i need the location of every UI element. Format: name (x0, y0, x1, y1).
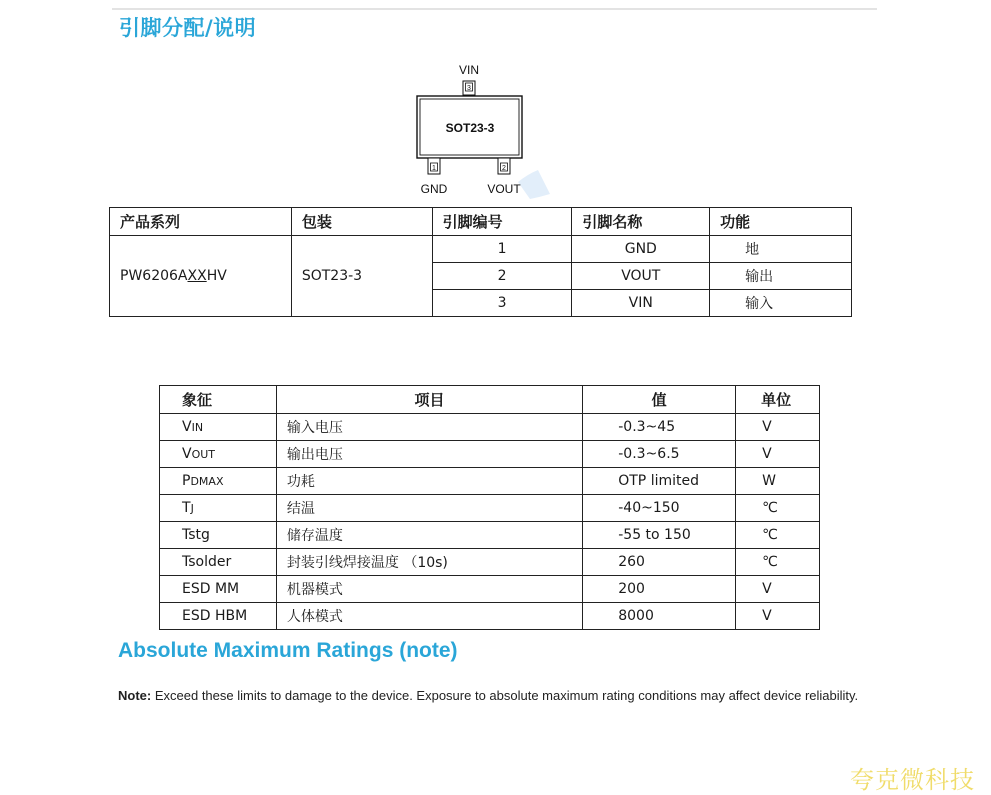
product-prefix: PW6206A (120, 268, 188, 284)
symbol-main: Tsolder (182, 554, 232, 570)
unit-cell: V (736, 603, 820, 630)
symbol-sub: J (190, 502, 194, 515)
symbol-main: V (182, 446, 192, 462)
value-cell: -0.3~45 (583, 414, 736, 441)
value-cell: -0.3~6.5 (583, 441, 736, 468)
unit-cell: ℃ (736, 522, 820, 549)
note-text: Exceed these limits to damage to the device. Exposure to absolute maximum rating conditions may affect device reliability. (154, 688, 859, 703)
table-row (160, 495, 820, 522)
pin-function-cell: 输出 (710, 263, 852, 290)
table-row (160, 468, 820, 495)
unit-cell: ℃ (736, 549, 820, 576)
watermark-text: 夸克微科技 (850, 766, 975, 794)
table-row (160, 603, 820, 630)
header-unit: 单位 (736, 386, 820, 414)
table-row (160, 549, 820, 576)
pin-label-vin: VIN (458, 63, 480, 77)
pin-number-cell: 1 (432, 236, 572, 263)
pin-1-number: 1 (432, 165, 436, 172)
table-row (110, 236, 852, 263)
value-cell: OTP limited (583, 468, 736, 495)
pin-3-number: 3 (467, 85, 471, 92)
symbol-sub: IN (191, 421, 204, 434)
item-cell: 结温 (276, 495, 582, 522)
unit-cell: V (736, 414, 820, 441)
header-pin-name: 引脚名称 (572, 208, 710, 236)
table-header-row (160, 386, 820, 414)
symbol-main: T (182, 500, 191, 516)
value-cell: 200 (583, 576, 736, 603)
symbol-main: ESD MM (182, 581, 240, 597)
unit-cell: ℃ (736, 495, 820, 522)
package-name: SOT23-3 (445, 121, 495, 135)
item-cell: 输入电压 (276, 414, 582, 441)
header-value: 值 (583, 386, 736, 414)
symbol-cell (160, 576, 277, 603)
watermark-mark (518, 170, 550, 199)
table-row (160, 441, 820, 468)
value-cell: -40~150 (583, 495, 736, 522)
table-row (160, 522, 820, 549)
item-cell: 功耗 (276, 468, 582, 495)
product-suffix: HV (206, 268, 227, 284)
symbol-cell (160, 549, 277, 576)
note-paragraph (118, 682, 863, 709)
item-cell: 储存温度 (276, 522, 582, 549)
item-cell: 输出电压 (276, 441, 582, 468)
symbol-cell (160, 495, 277, 522)
item-cell: 封装引线焊接温度 （10s) (276, 549, 582, 576)
absolute-ratings-title: Absolute Maximum Ratings (note) (118, 639, 458, 662)
symbol-cell (160, 468, 277, 495)
product-series-cell (110, 236, 292, 317)
header-symbol: 象征 (160, 386, 277, 414)
sot23-package-diagram (400, 58, 580, 200)
package-cell: SOT23-3 (291, 236, 432, 317)
header-product-series: 产品系列 (110, 208, 292, 236)
pin-2-number: 2 (502, 165, 506, 172)
symbol-cell (160, 603, 277, 630)
pin-label-gnd: GND (420, 182, 448, 196)
item-cell: 机器模式 (276, 576, 582, 603)
table-row (160, 414, 820, 441)
pin-number-cell: 3 (432, 290, 572, 317)
symbol-sub: DMAX (190, 475, 224, 488)
symbol-cell (160, 441, 277, 468)
value-cell: -55 to 150 (583, 522, 736, 549)
symbol-main: P (182, 473, 191, 489)
pin-function-cell: 地 (710, 236, 852, 263)
product-variant: XX (187, 268, 207, 284)
value-cell: 260 (583, 549, 736, 576)
absolute-ratings-table (159, 385, 820, 630)
symbol-main: ESD HBM (182, 608, 248, 624)
note-label: Note: (118, 688, 152, 703)
pin-name-cell: GND (572, 236, 710, 263)
unit-cell: W (736, 468, 820, 495)
value-cell: 8000 (583, 603, 736, 630)
table-row (160, 576, 820, 603)
pin-number-cell: 2 (432, 263, 572, 290)
header-pin-number: 引脚编号 (432, 208, 572, 236)
symbol-cell (160, 522, 277, 549)
table-header-row (110, 208, 852, 236)
pin-assignment-table (109, 207, 852, 317)
unit-cell: V (736, 441, 820, 468)
pin-label-vout: VOUT (487, 182, 521, 196)
symbol-main: V (182, 419, 192, 435)
item-cell: 人体模式 (276, 603, 582, 630)
header-function: 功能 (710, 208, 852, 236)
header-package: 包装 (291, 208, 432, 236)
symbol-main: Tstg (182, 527, 210, 543)
unit-cell: V (736, 576, 820, 603)
symbol-cell (160, 414, 277, 441)
top-divider (112, 8, 877, 10)
header-item: 项目 (276, 386, 582, 414)
pin-name-cell: VOUT (572, 263, 710, 290)
symbol-sub: OUT (191, 448, 216, 461)
pin-name-cell: VIN (572, 290, 710, 317)
pin-function-cell: 输入 (710, 290, 852, 317)
section-title: 引脚分配/说明 (119, 16, 257, 40)
